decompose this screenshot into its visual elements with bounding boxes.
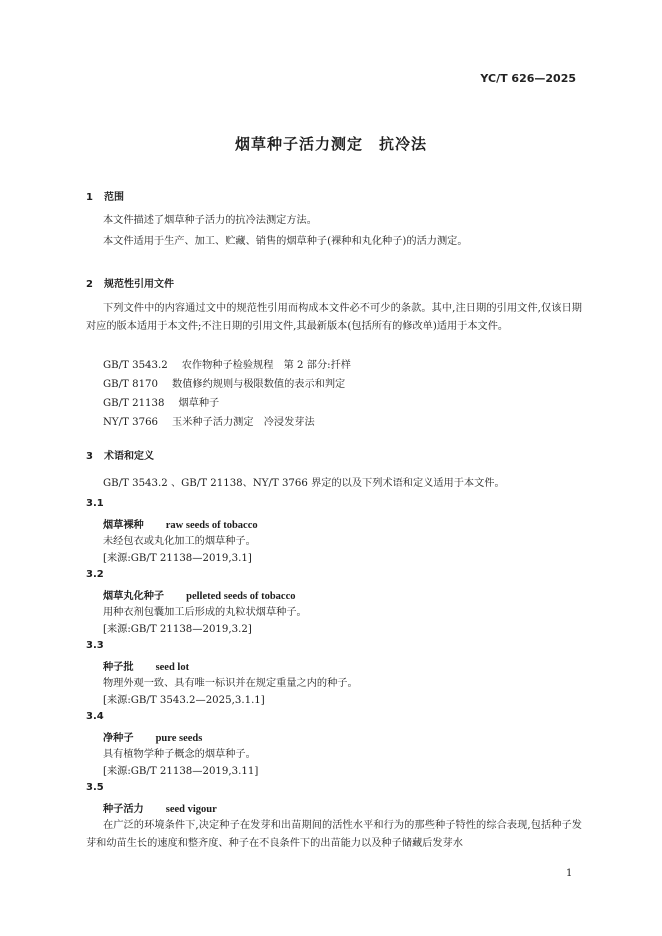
- page-number: 1: [566, 868, 573, 879]
- section-1-paragraph: 本文件适用于生产、加工、贮藏、销售的烟草种子(裸种和丸化种子)的活力测定。: [103, 236, 468, 247]
- term-source: [来源:GB/T 21138—2019,3.1]: [103, 553, 252, 564]
- reference-item: GB/T 8170 数值修约规则与极限数值的表示和判定: [103, 379, 346, 390]
- document-id: YC/T 626—2025: [480, 72, 576, 85]
- term-number: 3.4: [86, 711, 104, 722]
- term-number: 3.3: [86, 640, 104, 651]
- section-2-intro: 下列文件中的内容通过文中的规范性引用而构成本文件必不可少的条款。其中,注日期的引用文件,仅该日期对应的版本适用于本文件;不注日期的引用文件,其最新版本(包括所有的修改单)适用于本文件。: [86, 303, 582, 332]
- term-definition: 在广泛的环境条件下,决定种子在发芽和出苗期间的活性水平和行为的那些种子特性的综合表现,包括种子发芽和幼苗生长的速度和整齐度、种子在不良条件下的出苗能力以及种子储藏后发芽水: [86, 820, 582, 849]
- section-1-paragraph: 本文件描述了烟草种子活力的抗冷法测定方法。: [103, 215, 317, 226]
- section-3-intro: GB/T 3543.2 、GB/T 21138、NY/T 3766 界定的以及下列术语和定义适用于本文件。: [103, 478, 505, 489]
- reference-item: GB/T 3543.2 农作物种子检验规程 第 2 部分:扦样: [103, 360, 351, 371]
- term-heading: 种子批 seed lot: [103, 662, 190, 673]
- term-definition: 未经包衣或丸化加工的烟草种子。: [103, 536, 256, 547]
- page-title: [0, 133, 662, 154]
- section-3-heading: 3 术语和定义: [86, 451, 154, 462]
- term-heading: 烟草丸化种子 pelleted seeds of tobacco: [103, 591, 296, 602]
- term-number: 3.2: [86, 569, 104, 580]
- term-definition: 用种衣剂包囊加工后形成的丸粒状烟草种子。: [103, 607, 307, 618]
- term-heading: 烟草裸种 raw seeds of tobacco: [103, 520, 258, 531]
- term-source: [来源:GB/T 3543.2—2025,3.1.1]: [103, 695, 265, 706]
- term-definition: 具有植物学种子概念的烟草种子。: [103, 749, 256, 760]
- title-main: 烟草种子活力测定: [234, 135, 363, 153]
- reference-item: NY/T 3766 玉米种子活力测定 冷浸发芽法: [103, 417, 315, 428]
- term-source: [来源:GB/T 21138—2019,3.2]: [103, 624, 252, 635]
- section-2-heading: 2 规范性引用文件: [86, 279, 174, 290]
- term-number: 3.5: [86, 782, 104, 793]
- title-sub: 抗冷法: [379, 135, 428, 153]
- reference-item: GB/T 21138 烟草种子: [103, 398, 220, 409]
- term-definition: 物理外观一致、具有唯一标识并在规定重量之内的种子。: [103, 678, 358, 689]
- term-heading: 净种子 pure seeds: [103, 733, 203, 744]
- term-number: 3.1: [86, 498, 104, 509]
- section-1-heading: 1 范围: [86, 192, 124, 203]
- term-heading: 种子活力 seed vigour: [103, 804, 217, 815]
- term-source: [来源:GB/T 21138—2019,3.11]: [103, 766, 259, 777]
